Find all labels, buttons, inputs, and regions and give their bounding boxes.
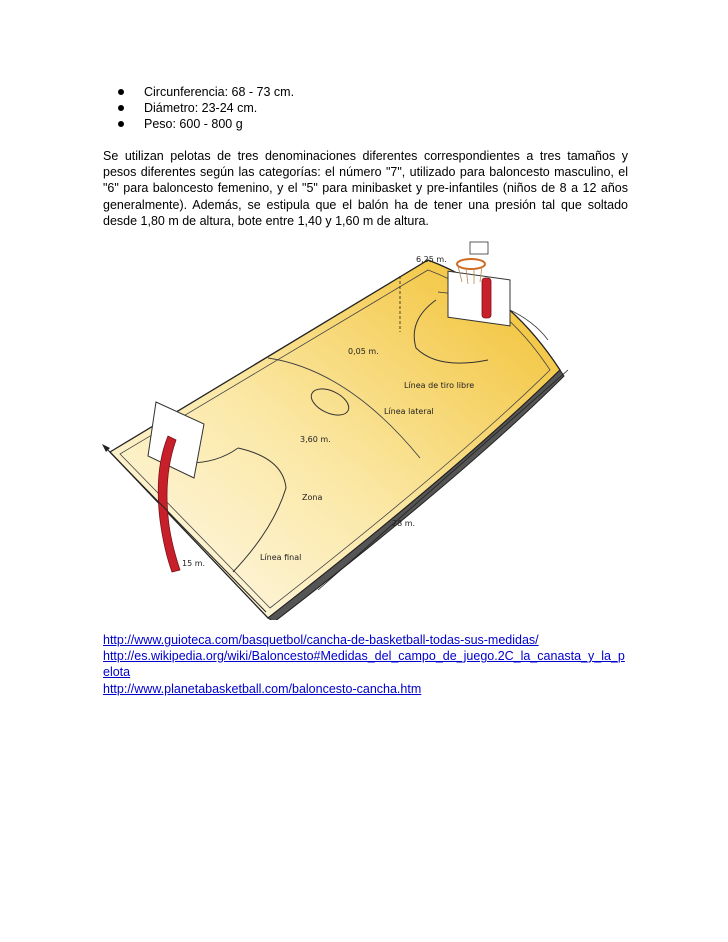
- link-guioteca[interactable]: http://www.guioteca.com/basquetbol/cancha-de-basketball-todas-sus-medidas/: [103, 633, 539, 647]
- far-hoop: [457, 259, 485, 269]
- label-end-line: Línea final: [260, 553, 302, 562]
- label-length: 28 m.: [392, 519, 416, 528]
- label-width: 15 m.: [182, 559, 206, 568]
- label-free-throw: Línea de tiro libre: [404, 381, 475, 390]
- reference-links: [103, 632, 628, 697]
- specs-list: [106, 84, 294, 132]
- label-circle: 3,60 m.: [300, 435, 331, 444]
- bullet-icon: [118, 89, 124, 95]
- far-backboard: [448, 271, 510, 326]
- label-side-line: Línea lateral: [384, 407, 434, 416]
- label-zone: Zona: [302, 493, 323, 502]
- list-item: Circunferencia: 68 - 73 cm.: [106, 84, 294, 100]
- list-item: Peso: 600 - 800 g: [106, 116, 294, 132]
- bullet-icon: [118, 105, 124, 111]
- list-item: Diámetro: 23-24 cm.: [106, 100, 294, 116]
- court-illustration: [98, 220, 583, 620]
- body-paragraph: Se utilizan pelotas de tres denominaciones diferentes correspondientes a tres tamaños y pesos diferentes según las categorías: el número "7", utilizado para baloncesto masculino, el "6" para baloncesto femenino, y el "5" para minibasket y pre-infantiles (niños de 8 a 12 años generalmente). Además, se estipula que el balón ha de tener una presión tal que soltado desde 1,80 m de altura, bote entre 1,40 y 1,60 m de altura.: [103, 149, 628, 228]
- bullet-icon: [118, 121, 124, 127]
- far-post: [482, 278, 491, 318]
- link-wikipedia[interactable]: http://es.wikipedia.org/wiki/Baloncesto#Medidas_del_campo_de_juego.2C_la_canasta_y_la_pelota: [103, 649, 625, 680]
- label-line-width: 0,05 m.: [348, 347, 379, 356]
- label-three-point: 6,25 m.: [416, 255, 447, 264]
- link-planetabasketball[interactable]: http://www.planetabasketball.com/baloncesto-cancha.htm: [103, 681, 422, 696]
